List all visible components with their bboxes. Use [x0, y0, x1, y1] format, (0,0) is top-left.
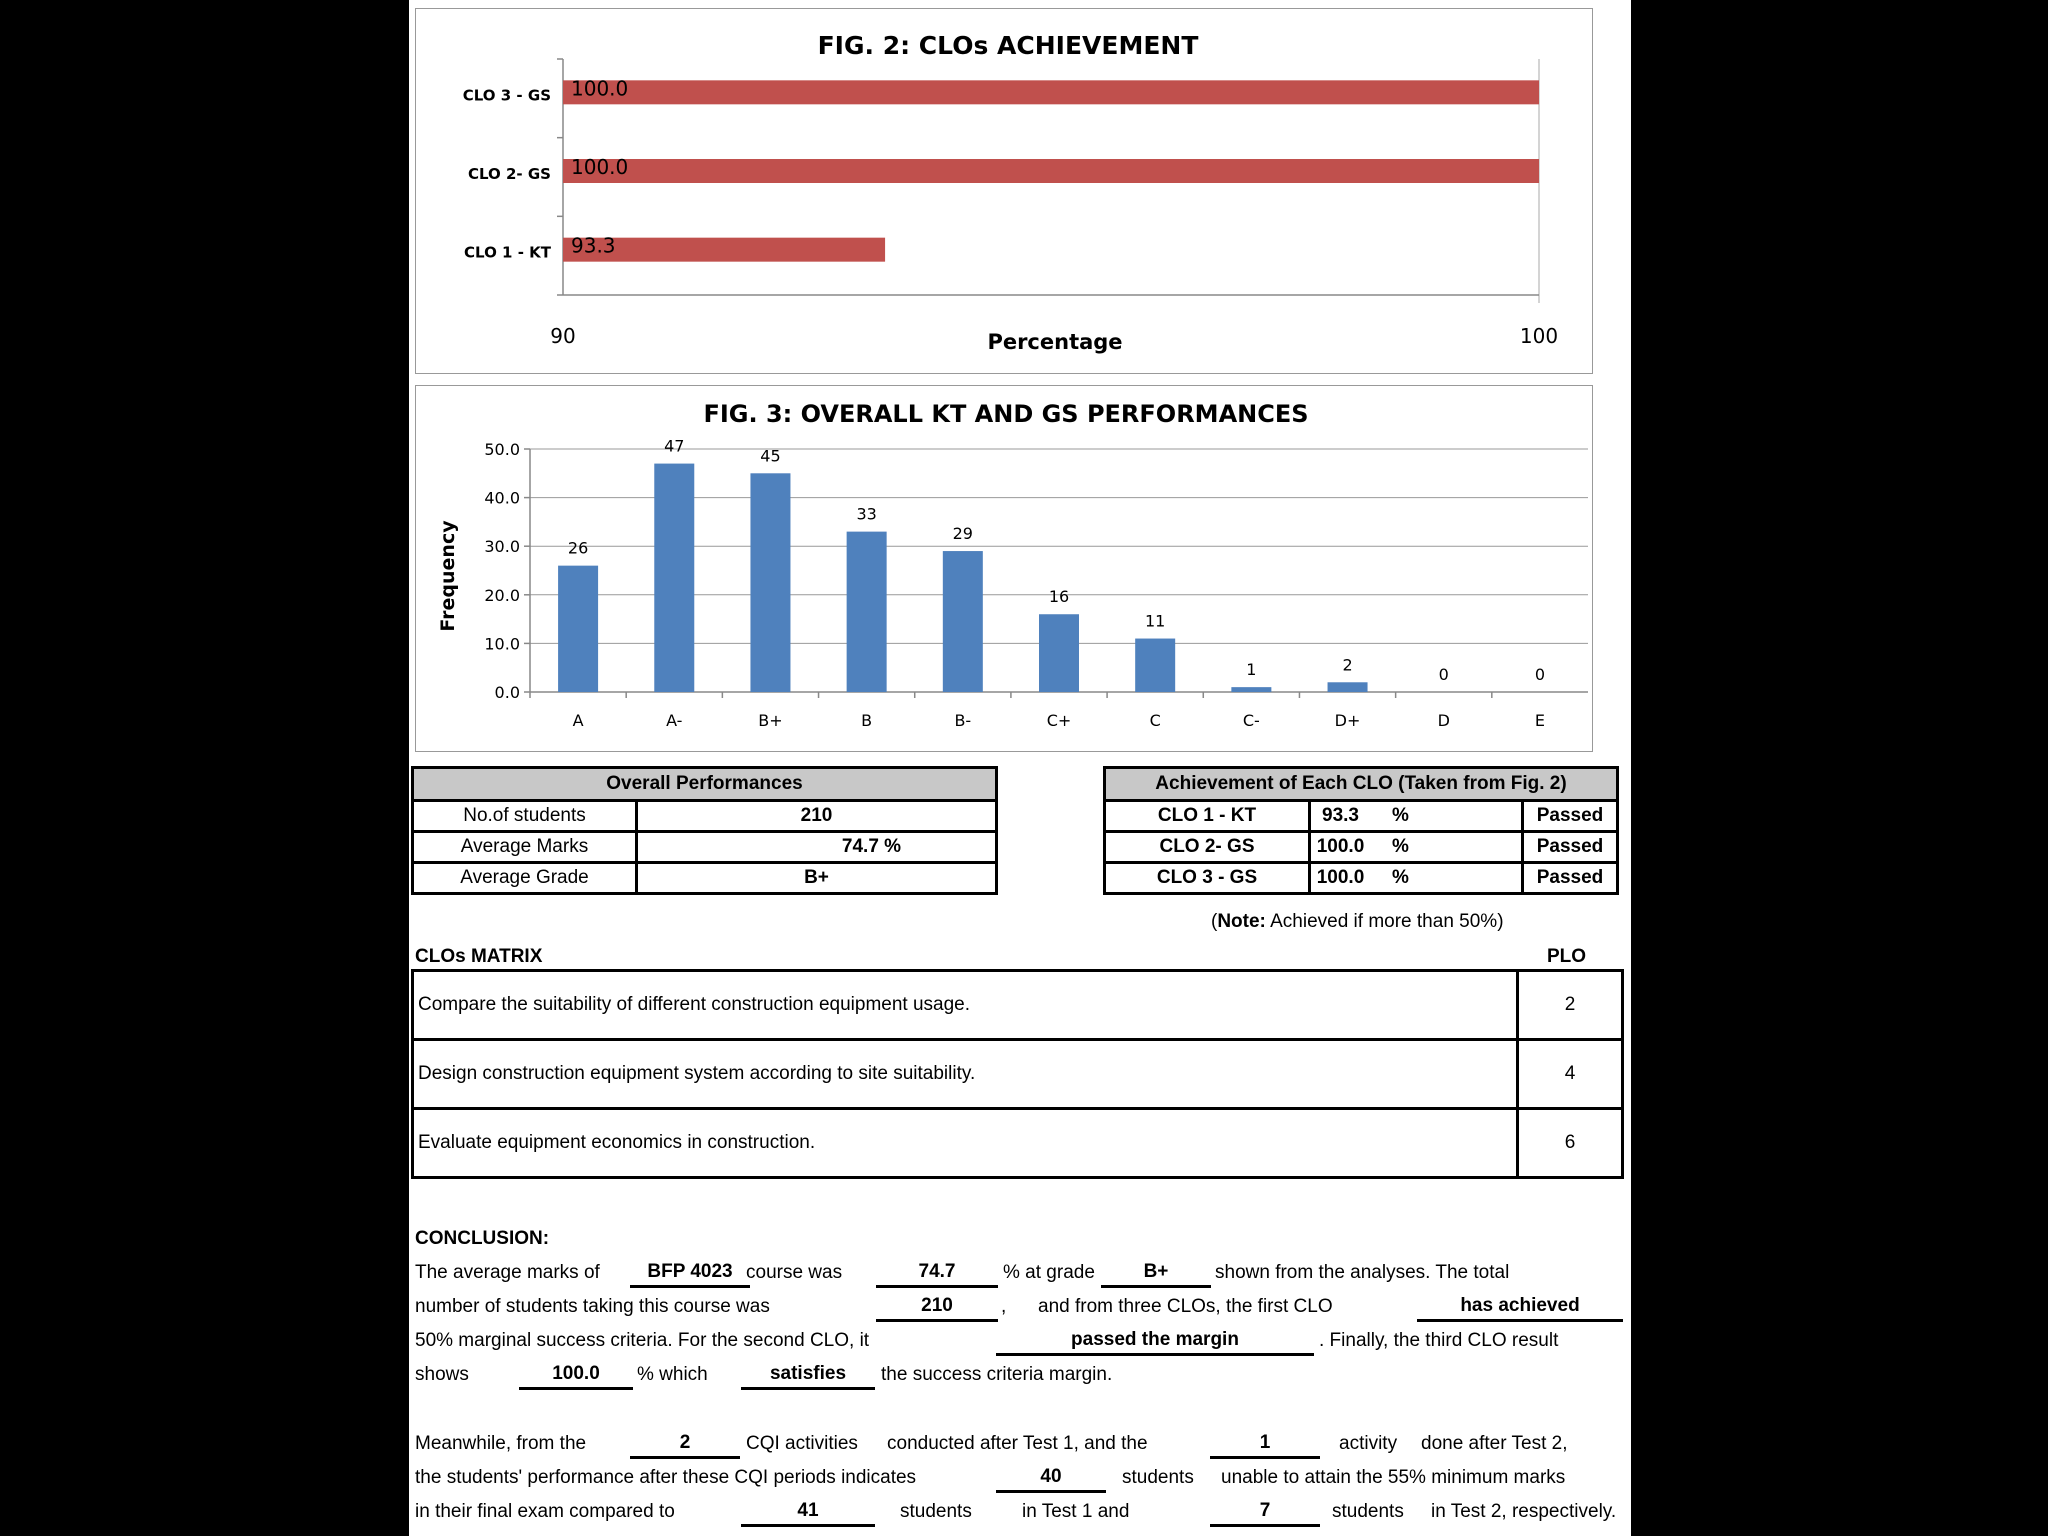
fig3-y-tick-label-3: 30.0	[484, 537, 520, 557]
matrix-title: CLOs MATRIX	[415, 946, 543, 967]
c-l1-b: course was	[746, 1262, 843, 1283]
clo-achievement-table	[1103, 766, 1619, 895]
fig3-bar-C	[1135, 639, 1175, 692]
third-clo-value: 100.0	[519, 1361, 633, 1390]
fig3-data-label-E: 0	[1534, 665, 1546, 684]
c-m3-d: students	[1332, 1501, 1404, 1522]
clo1-status: Passed	[1523, 801, 1618, 832]
matrix-row-1-text: Compare the suitability of different construction equipment usage.	[413, 971, 1518, 1040]
clo3-name: CLO 3 - GS	[1105, 863, 1310, 894]
fig3-category-label-B-: B-	[954, 711, 972, 730]
fig3-category-label-A: A	[572, 711, 584, 730]
fig3-bar-B	[847, 532, 887, 692]
students-fill: 210	[876, 1293, 998, 1322]
c-m1-b: CQI activities	[746, 1433, 858, 1454]
fig3-y-tick-label-5: 50.0	[484, 440, 520, 459]
fig3-category-label-C-: C-	[1242, 711, 1260, 730]
clo2-name: CLO 2- GS	[1105, 832, 1310, 863]
c-l4-c: the success criteria margin.	[881, 1364, 1113, 1385]
fig3-bar-A	[558, 566, 598, 692]
fig3-data-label-B-: 29	[952, 524, 973, 544]
clo3-value: 100.0	[1310, 863, 1371, 894]
c-m1-e: done after Test 2,	[1421, 1433, 1568, 1454]
clo-achievement-header: Achievement of Each CLO (Taken from Fig. 2)	[1105, 768, 1618, 801]
fig2-bar-1	[563, 80, 1539, 104]
clo2-status: Passed	[1523, 832, 1618, 863]
c-m1-d: activity	[1339, 1433, 1398, 1454]
fig3-data-label-A-: 47	[664, 436, 685, 456]
fig3-category-label-D: D	[1437, 711, 1450, 730]
avg-marks-fill: 74.7	[876, 1259, 998, 1288]
fig3-category-label-E: E	[1534, 711, 1545, 730]
clo-matrix-table	[411, 969, 1624, 1179]
clo1-value: 93.3	[1310, 801, 1371, 832]
cqi-test1-count: 2	[630, 1430, 740, 1459]
matrix-row-3-plo: 6	[1518, 1109, 1623, 1178]
clo3-status: Passed	[1523, 863, 1618, 894]
unable-count: 40	[996, 1464, 1106, 1493]
fig3-y-tick-label-1: 10.0	[484, 634, 520, 654]
overall-performances-table	[411, 766, 998, 895]
fig3-category-label-B+: B+	[758, 711, 783, 730]
fig3-data-label-B+: 45	[760, 446, 781, 466]
fig3-chart-frame	[415, 385, 1593, 752]
c-m2-a: the students' performance after these CQI periods indicates	[415, 1467, 917, 1488]
clo-note: (Note: Achieved if more than 50%)	[1211, 911, 1504, 932]
c-l4-a: shows	[415, 1364, 469, 1385]
course-code: BFP 4023	[630, 1259, 750, 1288]
plo-header: PLO	[1547, 946, 1587, 967]
overall-label-students: No.of students	[413, 801, 637, 832]
fig2-chart	[416, 9, 1592, 373]
overall-value-students: 210	[637, 801, 997, 832]
clo1-name: CLO 1 - KT	[1105, 801, 1310, 832]
second-clo-result: passed the margin	[996, 1327, 1314, 1356]
c-m3-b: students	[900, 1501, 972, 1522]
fig2-data-label-3: 93.3	[571, 233, 616, 258]
overall-label-grade: Average Grade	[413, 863, 637, 894]
overall-value-marks: 74.7 %	[637, 832, 997, 863]
fig3-data-label-C+: 16	[1048, 587, 1070, 607]
fig2-data-label-2: 100.0	[571, 155, 629, 179]
fig3-data-label-C: 11	[1145, 611, 1166, 631]
fig2-category-label-2: CLO 2- GS	[467, 165, 551, 183]
c-m2-c: unable to attain the 55% minimum marks	[1221, 1467, 1566, 1488]
fig2-data-label-1: 100.0	[571, 76, 629, 101]
matrix-row-2-plo: 4	[1518, 1040, 1623, 1109]
c-l2-comma: ,	[1001, 1296, 1007, 1317]
clo1-unit: %	[1370, 801, 1523, 832]
fig3-category-label-C: C	[1149, 711, 1161, 730]
cqi-test2-count: 1	[1210, 1430, 1320, 1459]
fig2-category-label-3: CLO 1 - KT	[464, 243, 551, 262]
matrix-row-2-text: Design construction equipment system according to site suitability.	[413, 1040, 1518, 1109]
fig3-bar-C-	[1231, 687, 1271, 692]
first-clo-result: has achieved	[1417, 1293, 1623, 1322]
fig2-bar-2	[563, 159, 1539, 183]
fig3-title: FIG. 3: OVERALL KT AND GS PERFORMANCES	[703, 400, 1309, 428]
fig3-bar-B+	[750, 473, 790, 692]
fig3-y-tick-label-4: 40.0	[484, 488, 520, 508]
c-l2-a: number of students taking this course was	[415, 1296, 770, 1317]
overall-value-grade: B+	[637, 863, 997, 894]
fig3-data-label-D: 0	[1438, 665, 1449, 684]
c-l4-b: % which	[637, 1364, 708, 1385]
c-l3-a: 50% marginal success criteria. For the second CLO, it	[415, 1330, 870, 1351]
fig2-tick-label-max: 100	[1519, 324, 1559, 348]
test2-count: 7	[1210, 1498, 1320, 1527]
fig3-bar-D+	[1328, 682, 1368, 692]
test1-count: 41	[741, 1498, 875, 1527]
conclusion-heading: CONCLUSION:	[415, 1228, 550, 1249]
c-m2-b: students	[1122, 1467, 1194, 1488]
c-m1-a: Meanwhile, from the	[415, 1433, 587, 1454]
fig3-category-label-D+: D+	[1334, 711, 1361, 730]
matrix-row-3-text: Evaluate equipment economics in construction.	[413, 1109, 1518, 1178]
matrix-row-1-plo: 2	[1518, 971, 1623, 1040]
fig3-data-label-B: 33	[856, 504, 877, 524]
c-l1-a: The average marks of	[415, 1262, 600, 1283]
report-page	[409, 0, 1631, 1536]
c-m3-e: in Test 2, respectively.	[1431, 1501, 1617, 1522]
clo2-unit: %	[1370, 832, 1523, 863]
fig2-category-label-1: CLO 3 - GS	[462, 86, 551, 105]
c-l3-b: . Finally, the third CLO result	[1319, 1330, 1559, 1351]
fig3-data-label-C-: 1	[1246, 660, 1257, 680]
fig3-y-axis-label: Frequency	[437, 520, 459, 632]
fig3-category-label-C+: C+	[1046, 711, 1072, 730]
fig3-data-label-A: 26	[567, 538, 589, 558]
c-m1-c: conducted after Test 1, and the	[887, 1433, 1148, 1454]
clo3-unit: %	[1370, 863, 1523, 894]
fig3-y-tick-label-2: 20.0	[484, 585, 520, 605]
fig3-bar-A-	[654, 464, 694, 692]
fig3-chart	[416, 386, 1592, 751]
fig2-tick-label-min: 90	[550, 324, 576, 348]
c-l1-c: % at grade	[1003, 1262, 1095, 1283]
c-m3-c: in Test 1 and	[1022, 1501, 1130, 1522]
fig3-bar-B-	[943, 551, 983, 692]
overall-header: Overall Performances	[413, 768, 997, 801]
fig3-data-label-D+: 2	[1342, 655, 1353, 675]
c-l1-d: shown from the analyses. The total	[1215, 1262, 1510, 1283]
grade-fill: B+	[1101, 1259, 1211, 1288]
fig2-x-axis-label: Percentage	[987, 330, 1123, 354]
overall-label-marks: Average Marks	[413, 832, 637, 863]
fig3-bar-C+	[1039, 614, 1079, 692]
fig3-y-tick-label-0: 0.0	[494, 683, 520, 702]
clo2-value: 100.0	[1310, 832, 1371, 863]
c-l2-b: and from three CLOs, the first CLO	[1038, 1296, 1333, 1317]
fig3-category-label-A-: A-	[666, 711, 683, 730]
third-clo-result: satisfies	[741, 1361, 875, 1390]
fig2-chart-frame	[415, 8, 1593, 374]
fig3-category-label-B: B	[861, 711, 873, 730]
fig2-title: FIG. 2: CLOs ACHIEVEMENT	[817, 31, 1199, 60]
c-m3-a: in their final exam compared to	[415, 1501, 675, 1522]
